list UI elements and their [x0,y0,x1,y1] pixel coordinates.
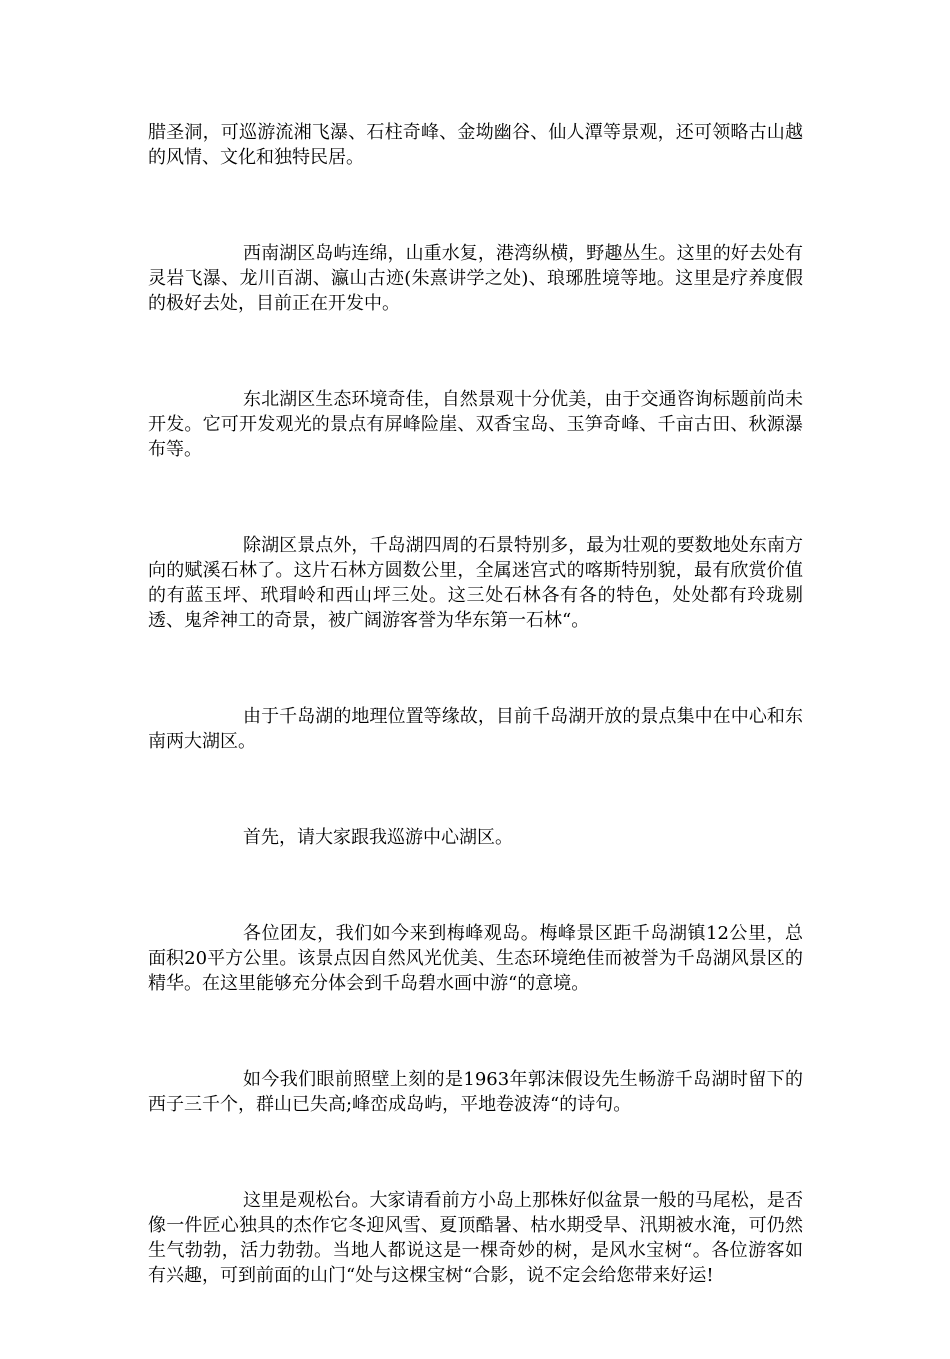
document-body [148,120,803,1359]
paragraph-northeast-lake: 东北湖区生态环境奇佳，自然景观十分优美，由于交通咨询标题前尚未开发。它可开发观光的景点有屏峰险崖、双香宝岛、玉笋奇峰、千亩古田、秋源瀑布等。 [148,389,803,460]
paragraph-continuation: 腊圣洞，可巡游流湘飞瀑、石柱奇峰、金坳幽谷、仙人潭等景观，还可领略古山越的风情、文化和独特民居。 [148,122,803,168]
paragraph-stone-forest: 除湖区景点外，千岛湖四周的石景特别多，最为壮观的要数地处东南方向的赋溪石林了。这片石林方圆数公里，全属迷宫式的喀斯特别貌，最有欣赏价值的有蓝玉坪、玳瑁岭和西山坪三处。这三处石林各有各的特色，处处都有玲珑剔透、鬼斧神工的奇景，被广阔游客誉为华东第一石林“。 [148,535,803,631]
paragraph-open-areas: 由于千岛湖的地理位置等缘故，目前千岛湖开放的景点集中在中心和东南两大湖区。 [148,706,803,752]
paragraph-central-lake-intro: 首先，请大家跟我巡游中心湖区。 [243,827,513,848]
paragraph-pine-platform: 这里是观松台。大家请看前方小岛上那株好似盆景一般的马尾松，是否像一件匠心独具的杰作它冬迎风雪、夏顶酷暑、枯水期受旱、汛期被水淹，可仍然生气勃勃，活力勃勃。当地人都说这是一棵奇妙的树，是风水宝树“。各位游客如有兴趣，可到前面的山门“处与这棵宝树“合影，说不定会给您带来好运! [148,1190,803,1286]
paragraph-southwest-lake: 西南湖区岛屿连绵，山重水复，港湾纵横，野趣丛生。这里的好去处有灵岩飞瀑、龙川百湖、瀛山古迹(朱熹讲学之处)、琅琊胜境等地。这里是疗养度假的极好去处，目前正在开发中。 [148,243,803,314]
paragraph-meifeng-island: 各位团友，我们如今来到梅峰观岛。梅峰景区距千岛湖镇12公里，总面积20平方公里。该景点因自然风光优美、生态环境绝佳而被誉为千岛湖风景区的精华。在这里能够充分体会到千岛碧水画中游“的意境。 [148,923,803,994]
paragraph-poem-wall: 如今我们眼前照壁上刻的是1963年郭沫假设先生畅游千岛湖时留下的西子三千个，群山已失高;峰峦成岛屿，平地卷波涛“的诗句。 [148,1069,803,1115]
